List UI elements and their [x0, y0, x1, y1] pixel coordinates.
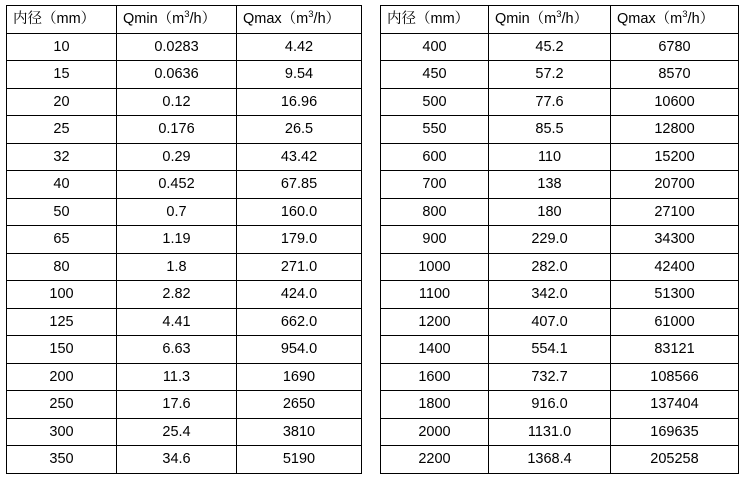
cell-qmin: 554.1	[489, 336, 611, 364]
table-row	[381, 391, 739, 419]
cell-inner-diameter: 50	[7, 198, 117, 226]
cell-qmin: 1.8	[117, 253, 237, 281]
column-header-qmin: $Qmin(m^3/h)$	[489, 6, 611, 34]
table-row	[7, 363, 362, 391]
table-row	[381, 363, 739, 391]
cell-qmax: 42400	[611, 253, 739, 281]
cell-inner-diameter: 125	[7, 308, 117, 336]
cell-inner-diameter: 2000	[381, 418, 489, 446]
table-row	[381, 446, 739, 474]
table-row	[7, 253, 362, 281]
table-header-left	[7, 6, 362, 34]
cell-qmax: 26.5	[237, 116, 362, 144]
table-row	[7, 391, 362, 419]
cell-qmin: 0.7	[117, 198, 237, 226]
cell-qmax: 424.0	[237, 281, 362, 309]
cell-qmin: 1368.4	[489, 446, 611, 474]
table-row	[381, 198, 739, 226]
cell-qmax: 15200	[611, 143, 739, 171]
cell-qmax: 6780	[611, 33, 739, 61]
cell-qmin: 0.0636	[117, 61, 237, 89]
cell-inner-diameter: 1100	[381, 281, 489, 309]
cell-inner-diameter: 450	[381, 61, 489, 89]
table-row	[7, 143, 362, 171]
cell-qmax: 169635	[611, 418, 739, 446]
table-row	[7, 116, 362, 144]
cell-qmax: 8570	[611, 61, 739, 89]
cell-inner-diameter: 600	[381, 143, 489, 171]
cell-qmax: 4.42	[237, 33, 362, 61]
table-row	[7, 418, 362, 446]
cell-qmin: 0.0283	[117, 33, 237, 61]
table-row	[381, 418, 739, 446]
table-row	[7, 336, 362, 364]
table-row	[381, 253, 739, 281]
cell-qmin: 916.0	[489, 391, 611, 419]
cell-inner-diameter: 10	[7, 33, 117, 61]
cell-qmax: 5190	[237, 446, 362, 474]
table-row	[381, 308, 739, 336]
table-row	[381, 336, 739, 364]
table-row	[7, 33, 362, 61]
cell-qmax: 954.0	[237, 336, 362, 364]
cell-inner-diameter: 15	[7, 61, 117, 89]
cell-qmin: 732.7	[489, 363, 611, 391]
cell-inner-diameter: 400	[381, 33, 489, 61]
cell-inner-diameter: 500	[381, 88, 489, 116]
column-header-qmax: $Qmax(m^3/h)$	[237, 6, 362, 34]
table-header-right	[381, 6, 739, 34]
table-row	[7, 198, 362, 226]
cell-qmin: 6.63	[117, 336, 237, 364]
table-body-right	[381, 33, 739, 473]
cell-inner-diameter: 200	[7, 363, 117, 391]
table-row	[381, 33, 739, 61]
column-header-qmin: $Qmin(m^3/h)$	[117, 6, 237, 34]
cell-qmin: 17.6	[117, 391, 237, 419]
cell-qmax: 271.0	[237, 253, 362, 281]
table-row	[7, 308, 362, 336]
cell-inner-diameter: 100	[7, 281, 117, 309]
cell-inner-diameter: 40	[7, 171, 117, 199]
cell-inner-diameter: 1400	[381, 336, 489, 364]
cell-inner-diameter: 550	[381, 116, 489, 144]
pipe-flow-table-left	[6, 5, 362, 474]
cell-inner-diameter: 25	[7, 116, 117, 144]
cell-inner-diameter: 300	[7, 418, 117, 446]
cell-qmin: 0.176	[117, 116, 237, 144]
table-body-left	[7, 33, 362, 473]
table-header-row	[7, 6, 362, 34]
cell-qmax: 83121	[611, 336, 739, 364]
cell-qmax: 2650	[237, 391, 362, 419]
cell-inner-diameter: 350	[7, 446, 117, 474]
cell-qmin: 342.0	[489, 281, 611, 309]
cell-qmin: 45.2	[489, 33, 611, 61]
cell-qmin: 282.0	[489, 253, 611, 281]
cell-qmax: 160.0	[237, 198, 362, 226]
cell-inner-diameter: 2200	[381, 446, 489, 474]
cell-inner-diameter: 80	[7, 253, 117, 281]
cell-qmax: 1690	[237, 363, 362, 391]
table-row	[7, 281, 362, 309]
cell-qmin: 110	[489, 143, 611, 171]
cell-qmax: 108566	[611, 363, 739, 391]
table-row	[7, 226, 362, 254]
cell-qmin: 1131.0	[489, 418, 611, 446]
cell-qmax: 20700	[611, 171, 739, 199]
column-header-qmax: $Qmax(m^3/h)$	[611, 6, 739, 34]
cell-qmax: 51300	[611, 281, 739, 309]
table-row	[7, 171, 362, 199]
column-header-inner-diameter: 内径（mm）	[7, 6, 117, 34]
cell-qmax: 9.54	[237, 61, 362, 89]
cell-qmin: 2.82	[117, 281, 237, 309]
cell-qmin: 0.452	[117, 171, 237, 199]
table-row	[7, 446, 362, 474]
cell-qmin: 180	[489, 198, 611, 226]
cell-qmax: 662.0	[237, 308, 362, 336]
tables-container	[0, 5, 750, 474]
cell-inner-diameter: 800	[381, 198, 489, 226]
cell-qmin: 77.6	[489, 88, 611, 116]
table-header-row	[381, 6, 739, 34]
cell-qmin: 57.2	[489, 61, 611, 89]
cell-inner-diameter: 150	[7, 336, 117, 364]
cell-qmax: 43.42	[237, 143, 362, 171]
table-row	[381, 171, 739, 199]
cell-qmax: 34300	[611, 226, 739, 254]
table-row	[381, 88, 739, 116]
cell-inner-diameter: 250	[7, 391, 117, 419]
cell-qmax: 27100	[611, 198, 739, 226]
table-row	[381, 143, 739, 171]
table-row	[381, 226, 739, 254]
cell-qmax: 137404	[611, 391, 739, 419]
cell-inner-diameter: 1800	[381, 391, 489, 419]
pipe-flow-table-right	[380, 5, 739, 474]
cell-qmax: 61000	[611, 308, 739, 336]
table-row	[381, 116, 739, 144]
cell-qmax: 3810	[237, 418, 362, 446]
cell-inner-diameter: 32	[7, 143, 117, 171]
cell-qmin: 1.19	[117, 226, 237, 254]
table-row	[381, 281, 739, 309]
cell-inner-diameter: 1000	[381, 253, 489, 281]
table-row	[7, 88, 362, 116]
cell-qmin: 25.4	[117, 418, 237, 446]
cell-inner-diameter: 700	[381, 171, 489, 199]
cell-qmin: 0.12	[117, 88, 237, 116]
cell-qmin: 11.3	[117, 363, 237, 391]
cell-inner-diameter: 1600	[381, 363, 489, 391]
cell-qmin: 138	[489, 171, 611, 199]
cell-qmin: 4.41	[117, 308, 237, 336]
cell-qmax: 179.0	[237, 226, 362, 254]
table-row	[381, 61, 739, 89]
cell-inner-diameter: 1200	[381, 308, 489, 336]
cell-inner-diameter: 20	[7, 88, 117, 116]
table-row	[7, 61, 362, 89]
cell-inner-diameter: 900	[381, 226, 489, 254]
cell-qmin: 407.0	[489, 308, 611, 336]
cell-qmax: 16.96	[237, 88, 362, 116]
cell-qmax: 67.85	[237, 171, 362, 199]
column-header-inner-diameter: 内径（mm）	[381, 6, 489, 34]
cell-qmax: 10600	[611, 88, 739, 116]
cell-inner-diameter: 65	[7, 226, 117, 254]
cell-qmax: 12800	[611, 116, 739, 144]
cell-qmin: 229.0	[489, 226, 611, 254]
cell-qmin: 34.6	[117, 446, 237, 474]
cell-qmin: 85.5	[489, 116, 611, 144]
cell-qmin: 0.29	[117, 143, 237, 171]
cell-qmax: 205258	[611, 446, 739, 474]
